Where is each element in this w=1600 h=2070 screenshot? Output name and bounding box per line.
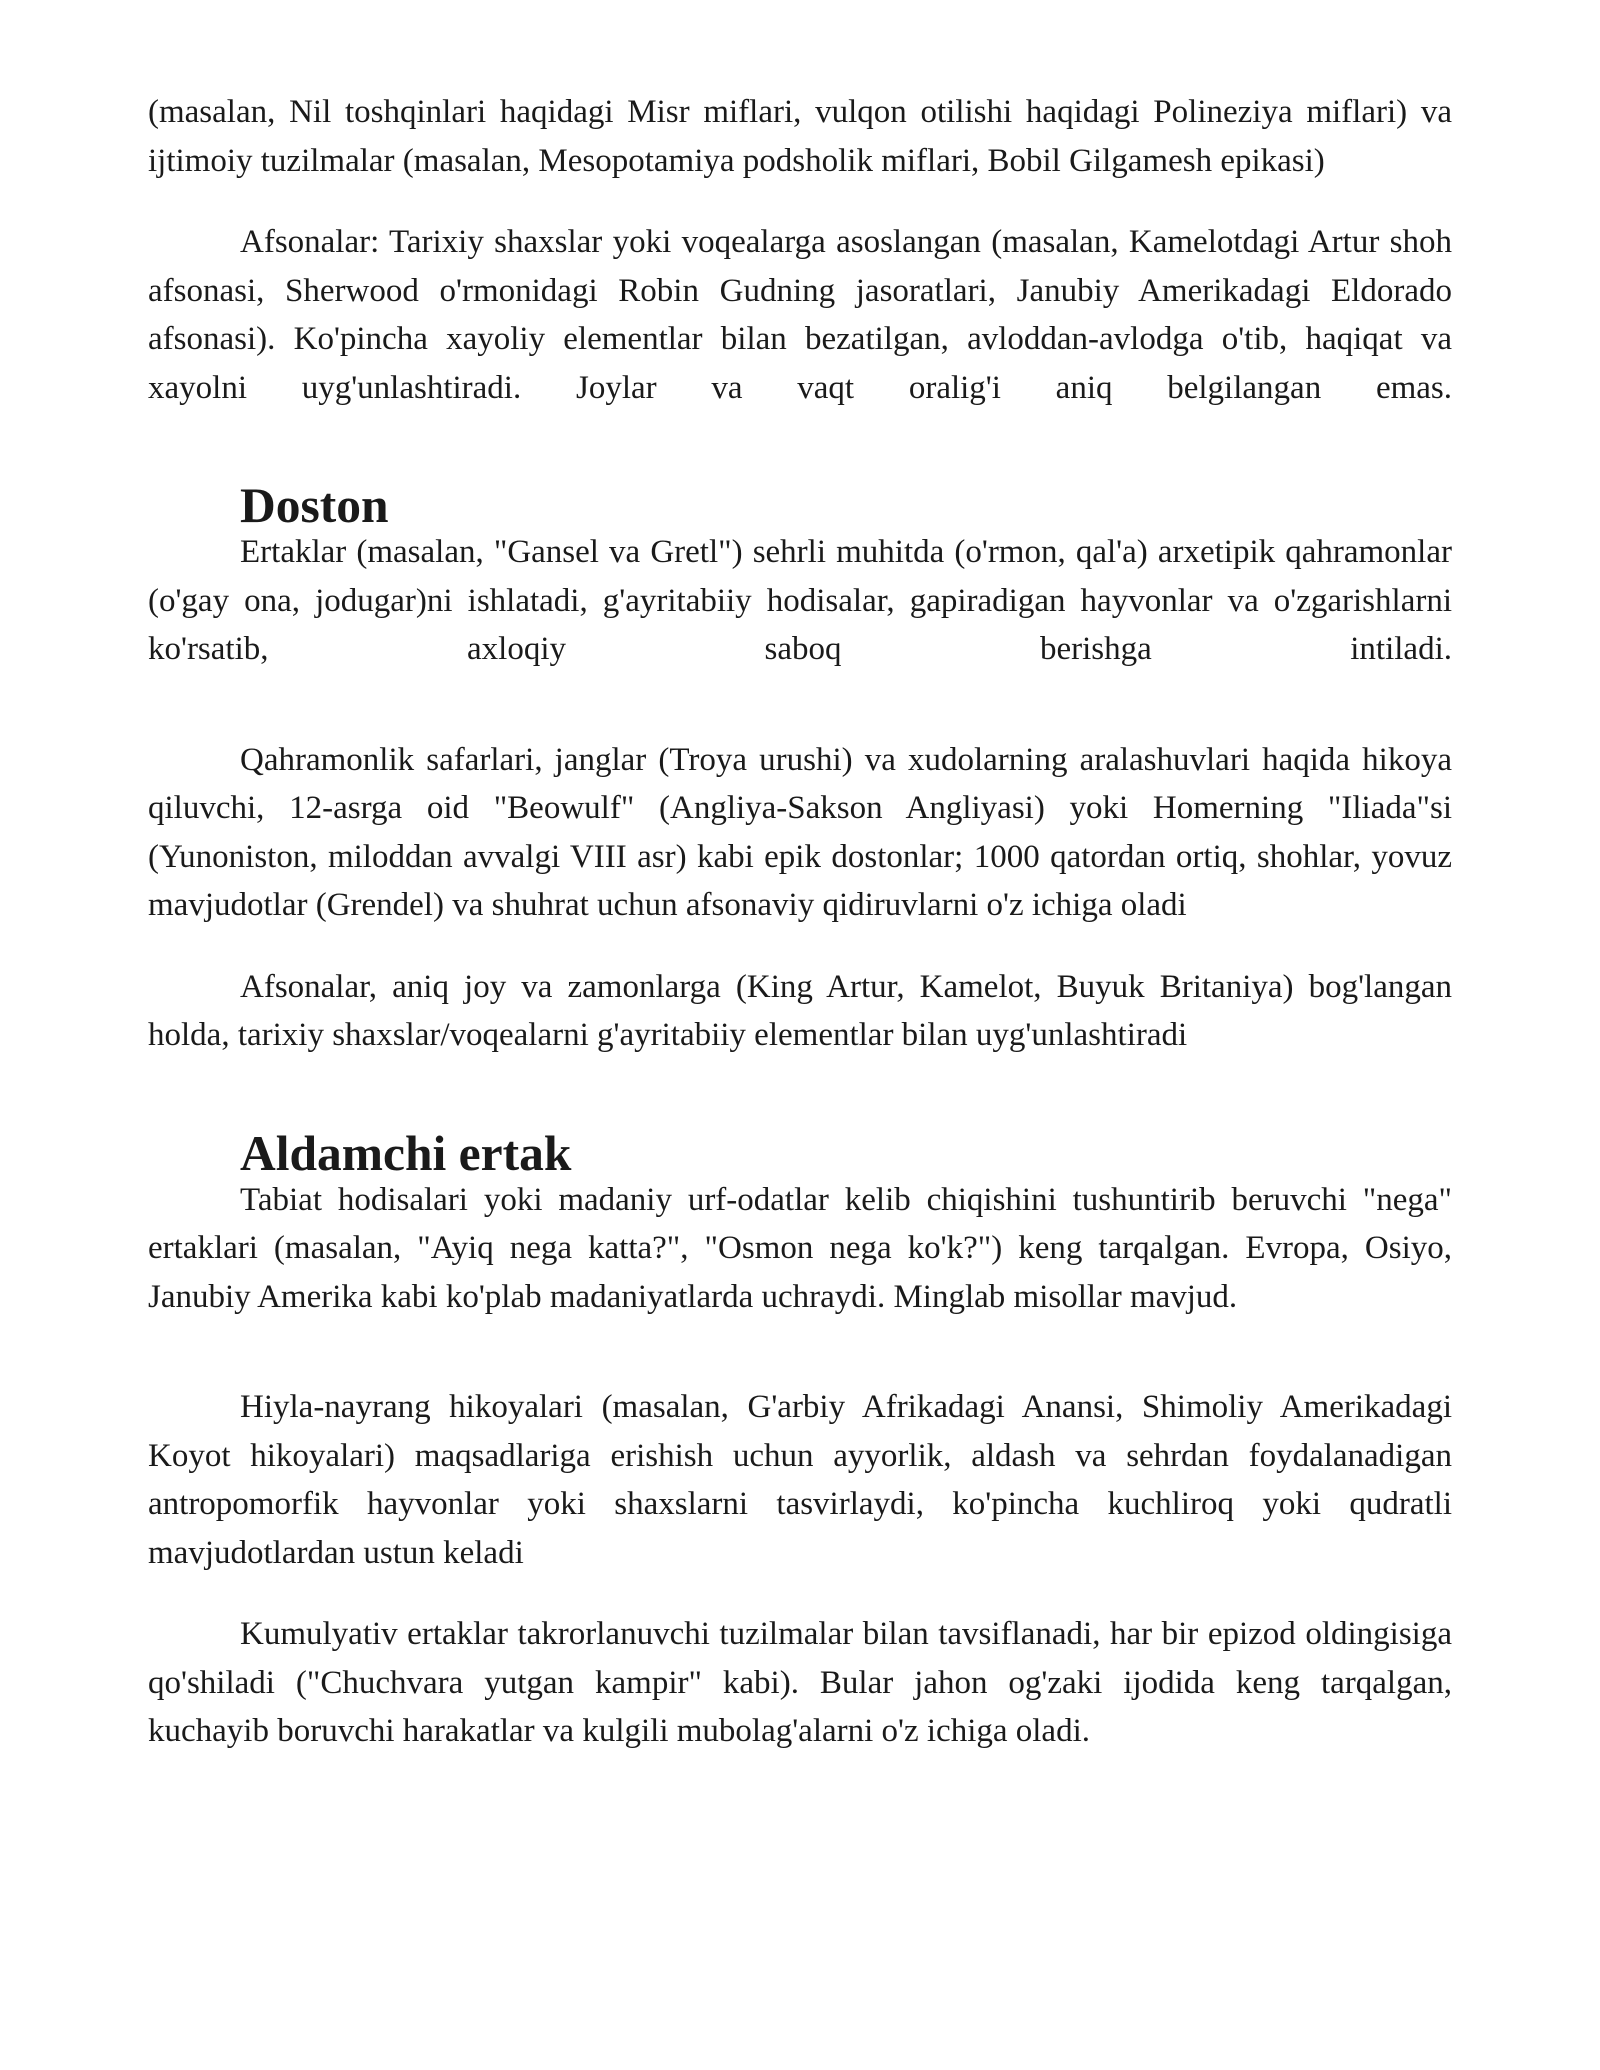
paragraph-fairy-tales: Ertaklar (masalan, "Gansel va Gretl") sehrli muhitda (o'rmon, qal'a) arxetipik qahramonlar (o'gay ona, jodugar)ni ishlatadi, g'ayritabiiy hodisalar, gapiradigan hayvonlar va o'zgarishlarni ko'rsatib, axloqiy saboq berishga intiladi. [148, 534, 1452, 667]
paragraph-why-tales: Tabiat hodisalari yoki madaniy urf-odatlar kelib chiqishini tushuntirib beruvchi "nega" ertaklari (masalan, "Ayiq nega katta?", "Osmon nega ko'k?") keng tarqalgan. Evropa, Osiyo, Janubiy Amerika kabi ko'plab madaniyatlarda uchraydi. Minglab misollar mavjud. [148, 1181, 1452, 1315]
document-page [148, 88, 1452, 1756]
heading-aldamchi-ertak: Aldamchi ertak [240, 1125, 572, 1181]
paragraph-myths-continued: (masalan, Nil toshqinlari haqidagi Misr miflari, vulqon otilishi haqidagi Polineziya miflari) va ijtimoiy tuzilmalar (masalan, Mesopotamiya podsholik miflari, Bobil Gilgamesh epikasi) [148, 94, 1452, 179]
paragraph-legends-places: Afsonalar, aniq joy va zamonlarga (King Artur, Kamelot, Buyuk Britaniya) bog'langan holda, tarixiy shaxslar/voqealarni g'ayritabiiy elementlar bilan uyg'unlashtiradi [148, 968, 1452, 1053]
paragraph-trickster-tales: Hiyla-nayrang hikoyalari (masalan, G'arbiy Afrikadagi Anansi, Shimoliy Amerikadagi Koyot hikoyalari) maqsadlariga erishish uchun ayyorlik, aldash va sehrdan foydalanadigan antropomorfik hayvonlar yoki shaxslarni tasvirlaydi, ko'pincha kuchliroq yoki qudratli mavjudotlardan ustun keladi [148, 1389, 1452, 1571]
heading-doston: Doston [240, 478, 389, 533]
paragraph-epics: Qahramonlik safarlari, janglar (Troya urushi) va xudolarning aralashuvlari haqida hikoya qiluvchi, 12-asrga oid "Beowulf" (Angliya-Sakson Angliyasi) yoki Homerning "Iliada"si (Yunoniston, miloddan avvalgi VIII asr) kabi epik dostonlar; 1000 qatordan ortiq, shohlar, yovuz mavjudotlar (Grendel) va shuhrat uchun afsonaviy qidiruvlarni o'z ichiga oladi [148, 741, 1452, 923]
paragraph-cumulative-tales: Kumulyativ ertaklar takrorlanuvchi tuzilmalar bilan tavsiflanadi, har bir epizod oldingisiga qo'shiladi ("Chuchvara yutgan kampir" kabi). Bular jahon og'zaki ijodida keng tarqalgan, kuchayib boruvchi harakatlar va kulgili mubolag'alarni o'z ichiga oladi. [148, 1616, 1452, 1749]
paragraph-legends: Afsonalar: Tarixiy shaxslar yoki voqealarga asoslangan (masalan, Kamelotdagi Artur shoh afsonasi, Sherwood o'rmonidagi Robin Gudning jasoratlari, Janubiy Amerikadagi Eldorado afsonasi). Ko'pincha xayoliy elementlar bilan bezatilgan, avloddan-avlodga o'tib, haqiqat va xayolni uyg'unlashtiradi. Joylar va vaqt oralig'i aniq belgilangan emas. [148, 224, 1452, 406]
